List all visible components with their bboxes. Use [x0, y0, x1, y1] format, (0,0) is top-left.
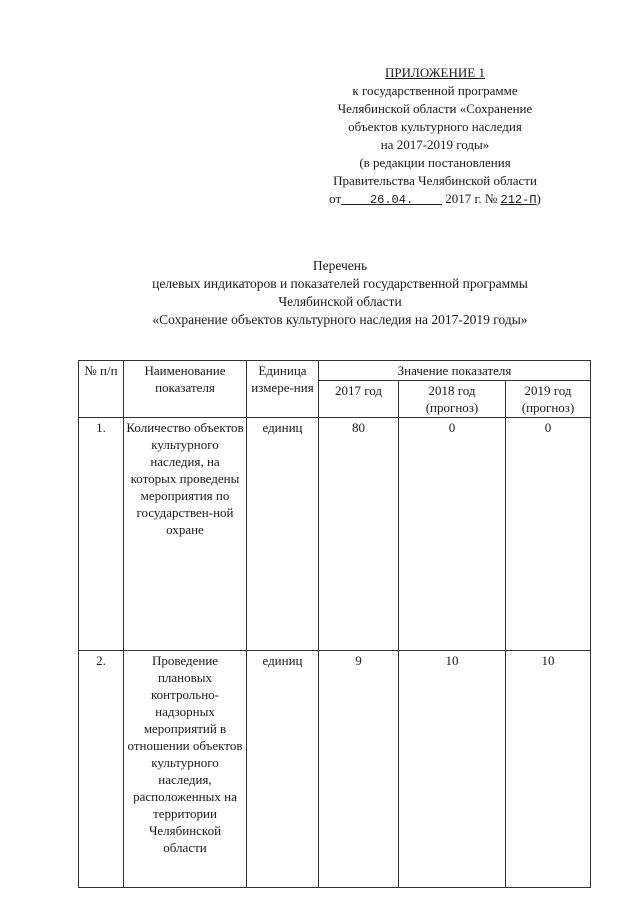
row-name: Количество объектов культурного наследия, на которых проведены мероприятия по государствен-ной охране [124, 418, 247, 651]
heading-line: целевых индикаторов и показателей государственной программы [152, 276, 528, 291]
appendix-line: (в редакции постановления [359, 155, 511, 170]
appendix-line: объектов культурного наследия [348, 119, 522, 134]
heading-line: Перечень [312, 258, 368, 273]
table-header-row [79, 361, 591, 381]
heading-line: Челябинской области [278, 294, 402, 309]
row-value-2018: 10 [399, 651, 506, 888]
appendix-line: Правительства Челябинской области [333, 173, 537, 188]
document-heading [90, 257, 590, 329]
row-unit: единиц [247, 418, 319, 651]
appendix-title: ПРИЛОЖЕНИЕ 1 [385, 65, 485, 80]
heading-line: «Сохранение объектов культурного наследия на 2017-2019 годы» [152, 312, 528, 327]
header-value-group: Значение показателя [319, 361, 591, 381]
resolution-date: 26.04. [369, 193, 414, 207]
appendix-line: Челябинской области «Сохранение [337, 101, 533, 116]
appendix-line: на 2017-2019 годы» [380, 137, 490, 152]
appendix-line: к государственной программе [352, 83, 518, 98]
row-value-2019: 0 [506, 418, 591, 651]
header-2019: 2019 год (прогноз) [506, 381, 591, 418]
table-row [79, 651, 591, 888]
header-num: № п/п [79, 361, 124, 418]
row-value-2019: 10 [506, 651, 591, 888]
date-middle: 2017 г. № [445, 191, 498, 206]
resolution-date-line [300, 190, 570, 209]
date-suffix: ) [536, 191, 541, 206]
date-prefix: от [329, 191, 342, 206]
indicators-table [78, 360, 591, 888]
header-2017: 2017 год [319, 381, 399, 418]
header-2018: 2018 год (прогноз) [399, 381, 506, 418]
row-num: 1. [79, 418, 124, 651]
table-row [79, 418, 591, 651]
resolution-number: 212-П [500, 193, 537, 207]
row-value-2017: 80 [319, 418, 399, 651]
header-name: Наименование показателя [124, 361, 247, 418]
header-unit: Единица измере-ния [247, 361, 319, 418]
row-name: Проведение плановых контрольно-надзорных мероприятий в отношении объектов культурного наследия, расположенных на территории Челябинской области [124, 651, 247, 888]
row-unit: единиц [247, 651, 319, 888]
row-num: 2. [79, 651, 124, 888]
row-value-2017: 9 [319, 651, 399, 888]
row-value-2018: 0 [399, 418, 506, 651]
appendix-block [300, 64, 570, 209]
